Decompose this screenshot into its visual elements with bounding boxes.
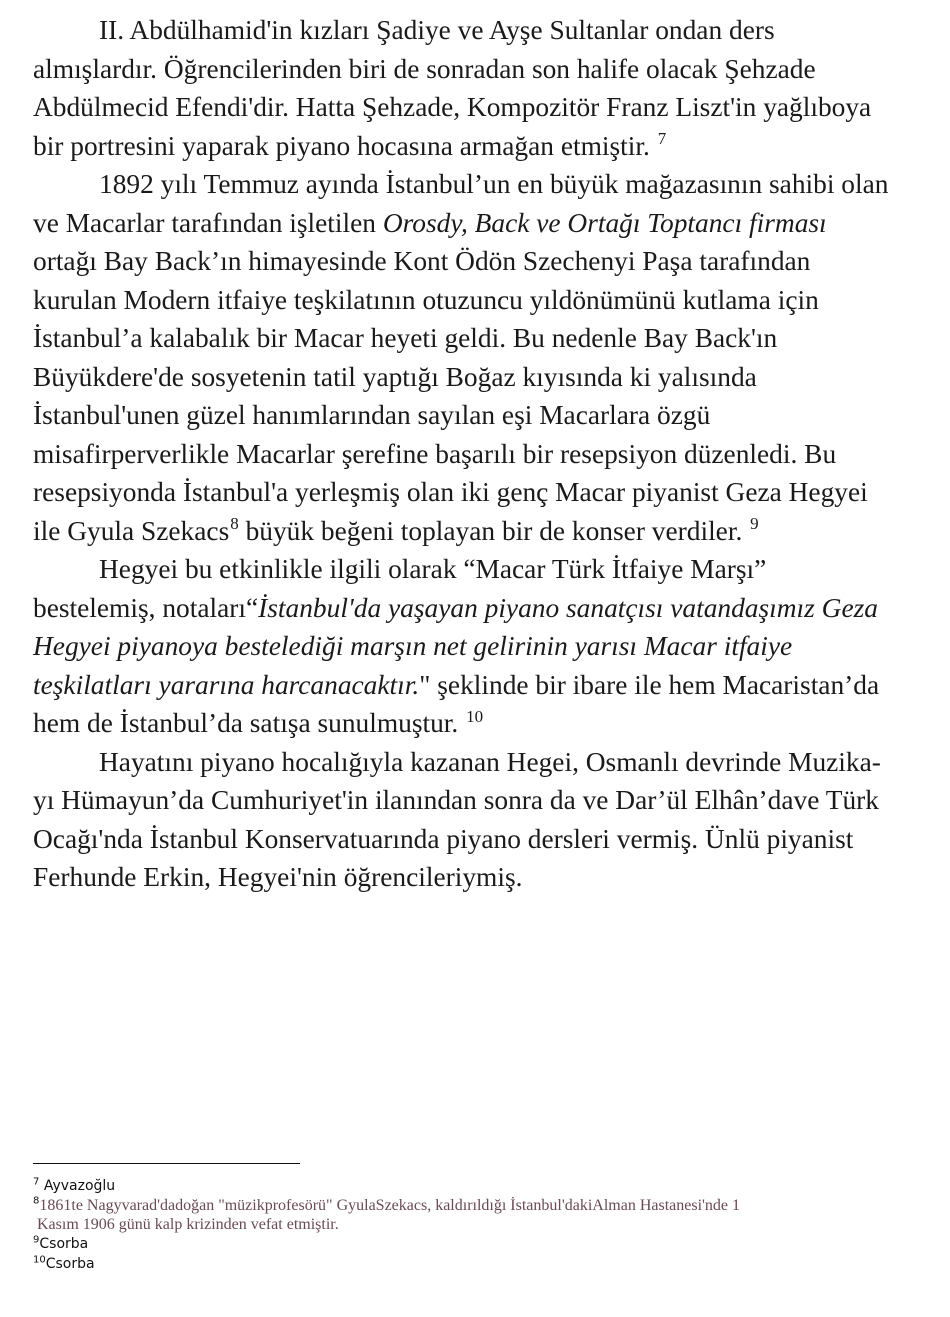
- footnotes: [33, 1176, 913, 1274]
- company-name: Orosdy, Back ve Ortağı Toptancı firması: [382, 207, 827, 238]
- paragraph-3: [33, 550, 893, 743]
- footnote-7-text: Ayvazoğlu: [43, 1178, 116, 1194]
- footnote-10-text: Csorba: [45, 1256, 95, 1272]
- paragraph-2-text-c: büyük beğeni toplayan bir de konser verdiler.: [245, 515, 743, 546]
- footnote-9-number: 9: [33, 1234, 40, 1246]
- footnote-ref-7[interactable]: 7: [657, 129, 667, 149]
- footnote-7-number: 7: [33, 1176, 40, 1188]
- paragraph-4-text: Hayatını piyano hocalığıyla kazanan Hegei, Osmanlı devrinde Muzika-yı Hümayun’da Cumhuriyet'in ilanından sonra da ve Dar’ül Elhân’dave Türk Ocağı'nda İstanbul Konservatuarında piyano dersleri vermiş. Ünlü piyanist Ferhunde Erkin, Hegyei'nin öğrencileriymiş.: [33, 746, 881, 892]
- paragraph-3-text-b: " şeklinde bir ibare ile hem Macaristan’da hem de İstanbul’da satışa sunulmuştur.: [33, 669, 880, 738]
- paragraph-1: [33, 11, 893, 165]
- paragraph-2: [33, 165, 893, 550]
- footnote-separator: [33, 1163, 300, 1164]
- footnote-9-text: Csorba: [39, 1236, 89, 1252]
- footnote-8: [33, 1196, 913, 1234]
- footnote-8-number: 8: [33, 1195, 40, 1207]
- paragraph-1-text: II. Abdülhamid'in kızları Şadiye ve Ayşe Sultanlar ondan ders almışlardır. Öğrencilerinden biri de sonradan son halife olacak Şehzade Abdülmecid Efendi'dir. Hatta Şehzade, Kompozitör Franz Liszt'in yağlıboya bir portresini yaparak piyano hocasına armağan etmiştir.: [33, 15, 872, 161]
- footnote-10: [33, 1254, 913, 1274]
- footnote-ref-8[interactable]: 8: [230, 514, 239, 534]
- paragraph-2-text-b: ortağı Bay Back’ın himayesinde Kont Ödön Szechenyi Paşa tarafından kurulan Modern itfaiye teşkilatının otuzuncu yıldönümünü kutlama için İstanbul’a kalabalık bir Macar heyeti geldi. Bu nedenle Bay Back'ın Büyükdere'de sosyetenin tatil yaptığı Boğaz kıyısında ki yalısında İstanbul'unen güzel hanımlarından sayılan eşi Macarlara özgü misafirperverlikle Macarlar şerefine başarılı bir resepsiyon düzenledi. Bu resepsiyonda İstanbul'a yerleşmiş olan iki genç Macar piyanist Geza Hegyei ile Gyula Szekacs: [33, 246, 868, 546]
- paragraph-2-text-a: 1892 yılı Temmuz ayında İstanbul’un en büyük mağazasının sahibi olan ve Macarlar tarafından işletilen: [33, 169, 889, 238]
- footnote-8-text-line2: Kasım 1906 günü kalp krizinden vefat etmiştir.: [37, 1216, 339, 1233]
- footnote-9: [33, 1234, 913, 1254]
- footnote-ref-9[interactable]: 9: [750, 514, 759, 534]
- paragraph-3-text-a: Hegyei bu etkinlikle ilgili olarak “Macar Türk İtfaiye Marşı” bestelemiş, notaları“: [33, 554, 767, 623]
- sheet-music-quote: İstanbul'da yaşayan piyano sanatçısı vatandaşımız Geza Hegyei piyanoya bestelediği marşın net gelirinin yarısı Macar itfaiye teşkilatları yararına harcanacaktır.: [33, 592, 878, 700]
- body-text: [33, 11, 893, 897]
- footnote-ref-10[interactable]: 10: [466, 706, 484, 726]
- footnote-8-text-line1: 1861te Nagyvarad'dadoğan "müzikprofesörü" GyulaSzekacs, kaldırıldığı İstanbul'dakiAlman Hastanesi'nde 1: [39, 1197, 741, 1214]
- footnote-7: [33, 1176, 913, 1196]
- paragraph-4: [33, 743, 893, 897]
- footnote-10-number: 10: [33, 1254, 46, 1266]
